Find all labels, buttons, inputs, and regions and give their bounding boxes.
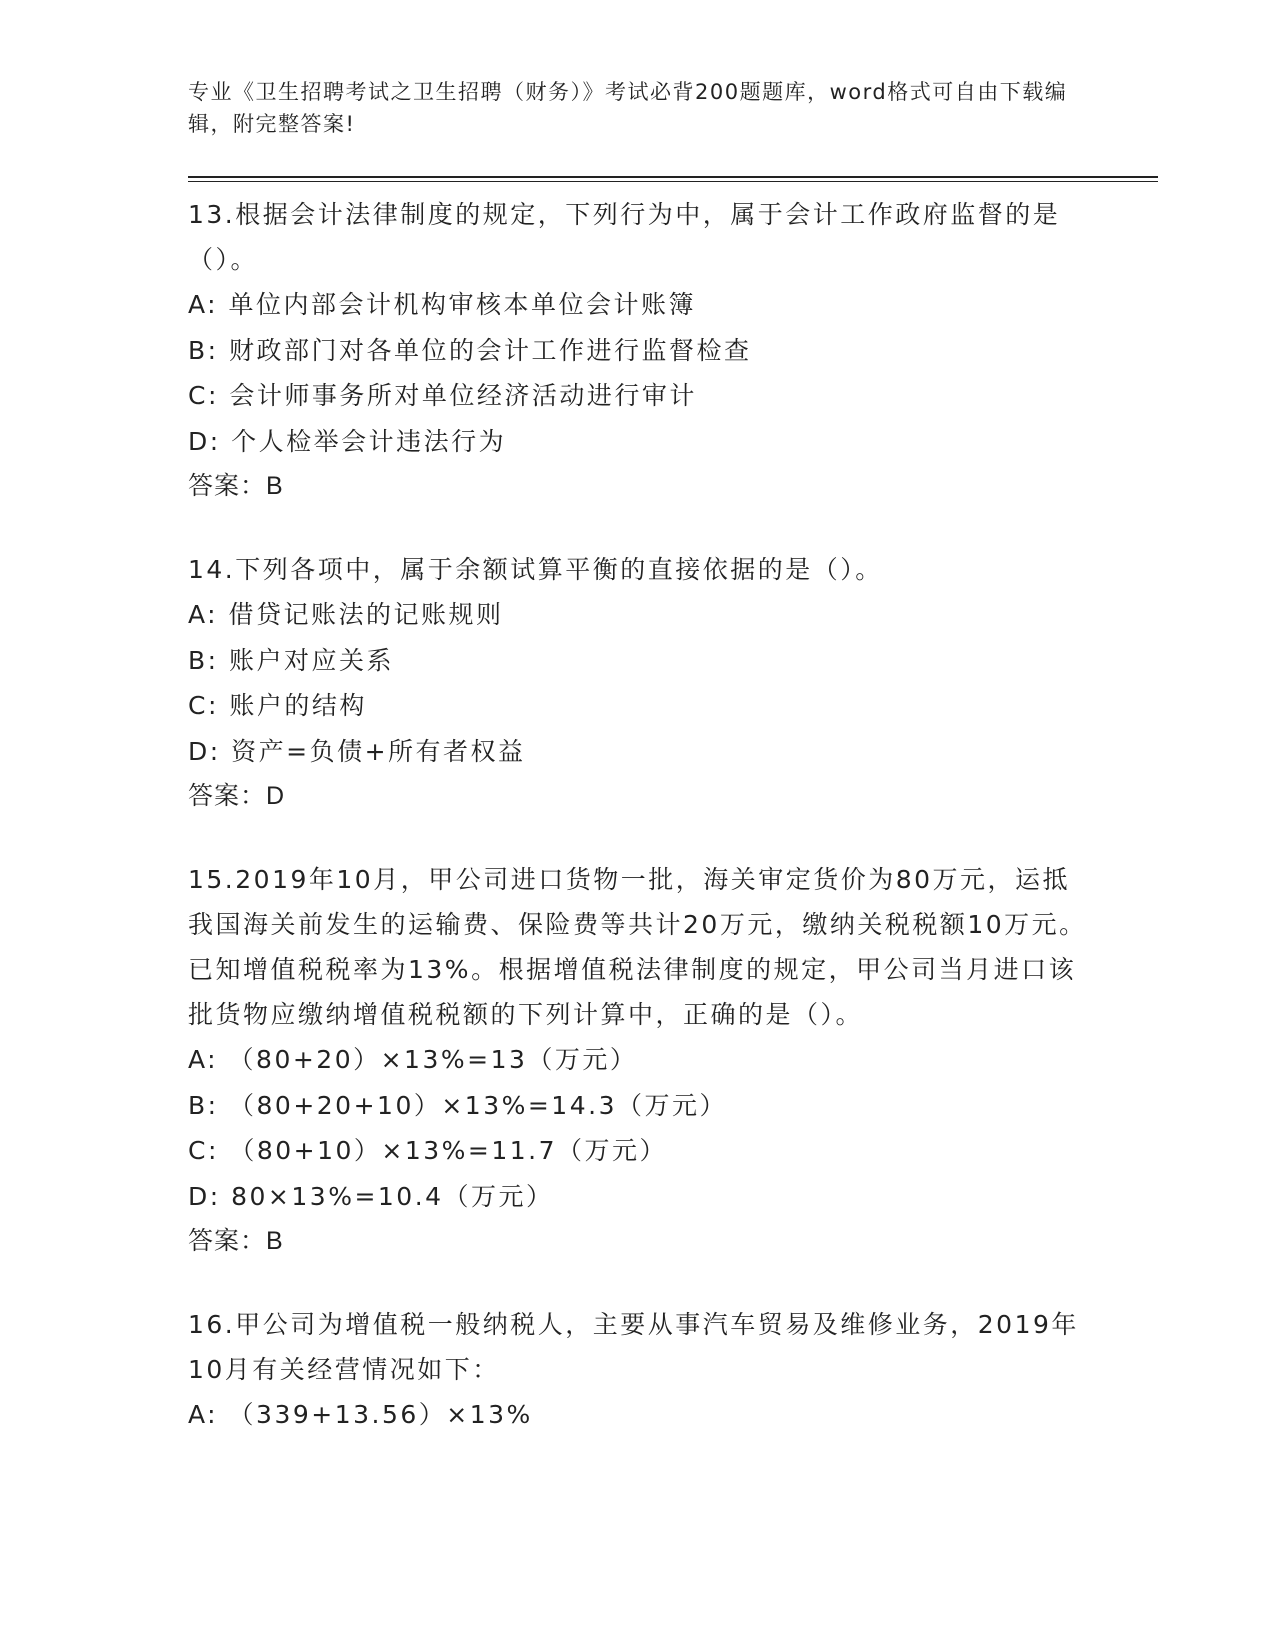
- header-divider-thin: [188, 181, 1158, 182]
- option-d: D: 80×13%=10.4（万元）: [188, 1181, 554, 1211]
- answer-line: 答案：B: [188, 472, 284, 500]
- option-b: B: （80+20+10）×13%=14.3（万元）: [188, 1090, 727, 1120]
- question-stem: 15.2019年10月，甲公司进口货物一批，海关审定货价为80万元，运抵我国海关前发生的运输费、保险费等共计20万元，缴纳关税税额10万元。已知增值税税率为13%。根据增值税法律制度的规定，甲公司当月进口该批货物应缴纳增值税税额的下列计算中，正确的是（）。: [188, 865, 1087, 1029]
- option-b: B: 财政部门对各单位的会计工作进行监督检查: [188, 335, 752, 365]
- option-d: D: 资产=负债+所有者权益: [188, 736, 526, 766]
- option-c: C: （80+10）×13%=11.7（万元）: [188, 1136, 668, 1165]
- option-a: A: （339+13.56）×13%: [188, 1400, 533, 1429]
- question-13: [188, 192, 1088, 509]
- option-c: C: 账户的结构: [188, 691, 367, 720]
- header-divider-thick: [188, 176, 1158, 178]
- option-a: A: （80+20）×13%=13（万元）: [188, 1045, 638, 1074]
- question-15: [188, 857, 1088, 1264]
- option-c: C: 会计师事务所对单位经济活动进行审计: [188, 381, 697, 410]
- question-stem: 14.下列各项中，属于余额试算平衡的直接依据的是（）。: [188, 555, 883, 584]
- answer-line: 答案：D: [188, 782, 286, 810]
- option-a: A: 借贷记账法的记账规则: [188, 600, 504, 629]
- option-b: B: 账户对应关系: [188, 645, 395, 675]
- option-d: D: 个人检举会计违法行为: [188, 426, 507, 456]
- question-14: [188, 547, 1088, 819]
- question-stem: 16.甲公司为增值税一般纳税人，主要从事汽车贸易及维修业务，2019年10月有关经营情况如下：: [188, 1310, 1079, 1384]
- question-list: [188, 192, 1088, 1476]
- question-stem: 13.根据会计法律制度的规定，下列行为中，属于会计工作政府监督的是（）。: [188, 200, 1061, 274]
- question-16: [188, 1302, 1088, 1438]
- option-a: A: 单位内部会计机构审核本单位会计账簿: [188, 290, 697, 319]
- document-header: 专业《卫生招聘考试之卫生招聘（财务）》考试必背200题题库，word格式可自由下载编辑，附完整答案!: [188, 80, 1068, 136]
- answer-line: 答案：B: [188, 1227, 284, 1255]
